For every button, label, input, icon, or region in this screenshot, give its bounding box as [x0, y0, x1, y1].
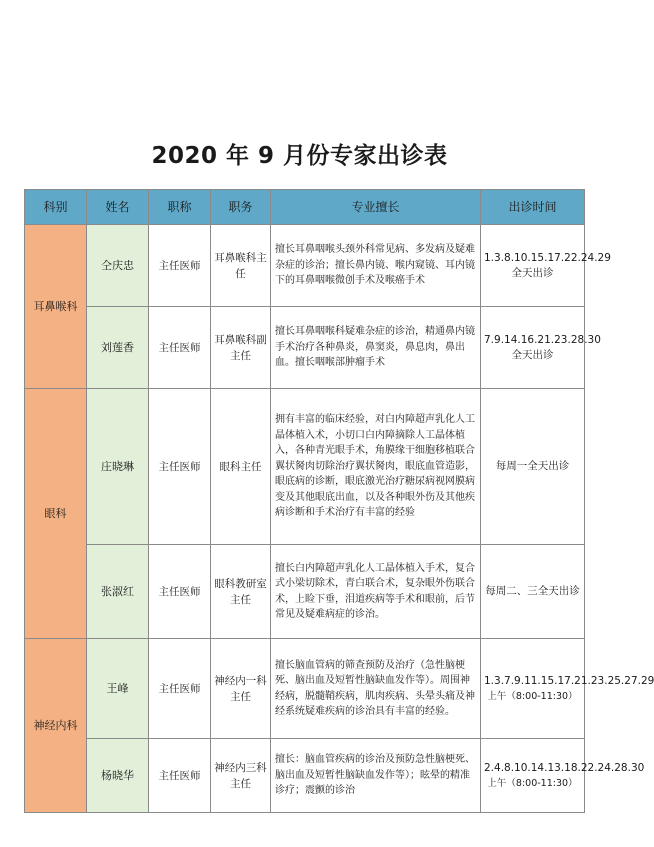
doctor-title: 主任医师: [149, 389, 211, 545]
table-row: [25, 639, 585, 739]
doctor-schedule: 1.3.8.10.15.17.22.24.29 全天出诊: [481, 225, 585, 307]
table-header-row: [25, 190, 585, 225]
doctor-title: 主任医师: [149, 545, 211, 639]
doctor-duty: 耳鼻喉科副主任: [211, 307, 271, 389]
table-row: [25, 389, 585, 545]
dept-cell-eye: 眼科: [25, 389, 87, 639]
doctor-schedule: 7.9.14.16.21.23.28.30 全天出诊: [481, 307, 585, 389]
header-name: 姓名: [87, 190, 149, 225]
doctor-name: 仝庆忠: [87, 225, 149, 307]
doctor-schedule: 每周二、三全天出诊: [481, 545, 585, 639]
schedule-time: 上午（8:00-11:30）: [487, 690, 578, 702]
header-dept: 科别: [25, 190, 87, 225]
header-duty: 职务: [211, 190, 271, 225]
schedule-table: [24, 189, 654, 813]
doctor-duty: 眼科教研室主任: [211, 545, 271, 639]
doctor-name: 庄晓琳: [87, 389, 149, 545]
doctor-name: 刘莲香: [87, 307, 149, 389]
doctor-duty: 神经内一科主任: [211, 639, 271, 739]
table-row: [25, 545, 585, 639]
doctor-duty: 神经内三科主任: [211, 739, 271, 813]
header-title: 职称: [149, 190, 211, 225]
doctor-name: 杨晓华: [87, 739, 149, 813]
header-specialty: 专业擅长: [271, 190, 481, 225]
doctor-name: 张淑红: [87, 545, 149, 639]
doctor-specialty: 擅长白内障超声乳化人工晶体植入手术，复合式小梁切除术，青白联合术，复杂眼外伤联合术，上睑下垂，泪道疾病等手术和眼前，后节常见及疑难病症的诊治。: [271, 545, 481, 639]
table-row: [25, 739, 585, 813]
doctor-title: 主任医师: [149, 307, 211, 389]
doctor-duty: 眼科主任: [211, 389, 271, 545]
doctor-specialty: 拥有丰富的临床经验，对白内障超声乳化人工晶体植入术，小切口白内障摘除人工晶体植入，各种青光眼手术，角膜缘干细胞移植联合翼状胬肉切除治疗翼状胬肉，眼底血管造影，眼底病的诊断，眼底激光治疗糖尿病视网膜病变及其他眼底出血，以及各种眼外伤及其他疾病诊断和手术治疗有丰富的经验: [271, 389, 481, 545]
table-row: [25, 225, 585, 307]
doctor-schedule: [481, 639, 654, 739]
page-title: 2020 年 9 月份专家出诊表: [151, 143, 448, 169]
dept-cell-ent: 耳鼻喉科: [25, 225, 87, 389]
dept-cell-neuro: 神经内科: [25, 639, 87, 813]
doctor-schedule: 每周一全天出诊: [481, 389, 585, 545]
header-schedule: 出诊时间: [481, 190, 585, 225]
doctor-duty: 耳鼻喉科主任: [211, 225, 271, 307]
schedule-dates: 1.3.7.9.11.15.17.21.23.25.27.29: [484, 674, 654, 687]
doctor-specialty: 擅长脑血管病的筛查预防及治疗（急性脑梗死、脑出血及短暂性脑缺血发作等）。周围神经病，脱髓鞘疾病，肌肉疾病、头晕头痛及神经系统疑难疾病的诊治具有丰富的经验。: [271, 639, 481, 739]
doctor-name: 王峰: [87, 639, 149, 739]
schedule-time: 上午（8:00-11:30）: [487, 777, 578, 789]
doctor-specialty: 擅长耳鼻咽喉头颈外科常见病、多发病及疑难杂症的诊治；擅长鼻内镜、喉内窥镜、耳内镜下的耳鼻咽喉微创手术及喉癌手术: [271, 225, 481, 307]
doctor-specialty: 擅长：脑血管疾病的诊治及预防急性脑梗死、脑出血及短暂性脑缺血发作等）；眩晕的精准诊疗；震颤的诊治: [271, 739, 481, 813]
doctor-title: 主任医师: [149, 225, 211, 307]
schedule-dates: 2.4.8.10.14.13.18.22.24.28.30: [484, 761, 645, 774]
doctor-specialty: 擅长耳鼻咽喉科疑难杂症的诊治，精通鼻内镜手术治疗各种鼻炎，鼻窦炎，鼻息肉，鼻出血。擅长咽喉部肿瘤手术: [271, 307, 481, 389]
doctor-schedule: [481, 739, 645, 813]
table-row: [25, 307, 585, 389]
doctor-title: 主任医师: [149, 639, 211, 739]
doctor-title: 主任医师: [149, 739, 211, 813]
